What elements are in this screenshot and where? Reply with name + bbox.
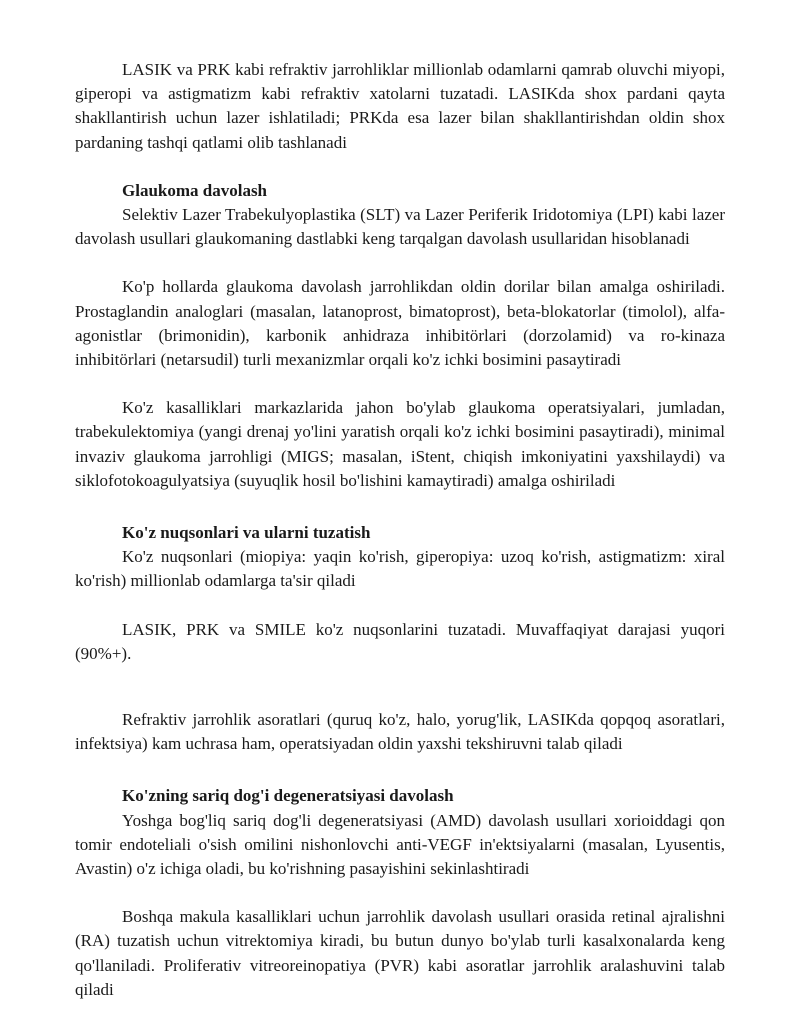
document-page [75,58,725,1002]
glaucoma-paragraph-2: Ko'p hollarda glaukoma davolash jarrohlikdan oldin dorilar bilan amalga oshiriladi. Prostaglandin analoglari (masalan, latanoprost, bimatoprost), beta-blokatorlar (timolol), alfa-agonistlar (brimonidin), karbonik anhidraza inhibitörlari (dorzolamid) va ro-kinaza inhibitörlari (netarsudil) turli mexanizmlar orqali ko'z ichki bosimini pasaytiradi [75,277,725,370]
glaucoma-paragraph-3: Ko'z kasalliklari markazlarida jahon bo'ylab glaukoma operatsiyalari, jumladan, trabekulektomiya (yangi drenaj yo'lini yaratish orqali ko'z ichki bosimini pasaytiradi), minimal invaziv glaukoma jarrohligi (MIGS; masalan, iStent, chiqish imkoniyatini yaxshilaydi) va siklofotokoagulyatsiya (suyuqlik hosil bo'lishini kamaytiradi) amalga oshiriladi [75,398,725,490]
defects-paragraph-3: Refraktiv jarrohlik asoratlari (quruq ko'z, halo, yorug'lik, LASIKda qopqoq asoratlari, infektsiya) kam uchrasa ham, operatsiyadan oldin yaxshi tekshiruvni talab qiladi [75,710,725,754]
glaucoma-paragraph-1: Selektiv Lazer Trabekulyoplastika (SLT) va Lazer Periferik Iridotomiya (LPI) kabi lazer davolash usullari glaukomaning dastlabki keng tarqalgan davolash usullaridan hisoblanadi [75,205,725,249]
spacer [75,881,725,905]
amd-heading: Ko'zning sariq dog'i degeneratsiyasi davolash [122,786,454,806]
defects-paragraph-2: LASIK, PRK va SMILE ko'z nuqsonlarini tuzatadi. Muvaffaqiyat darajasi yuqori (90%+). [75,619,725,663]
spacer [75,372,725,396]
defects-heading: Ko'z nuqsonlari va ularni tuzatish [122,523,371,543]
spacer [75,493,725,521]
glaucoma-heading: Glaukoma davolash [122,180,268,200]
spacer [75,155,725,179]
amd-paragraph-2: Boshqa makula kasalliklari uchun jarrohlik davolash usullari orasida retinal ajralishni (RA) tuzatish uchun vitrektomiya kiradi, bu butun dunyo bo'ylab turli kasalxonalarda keng qo'llaniladi. Proliferativ vitreoreinopatiya (PVR) kabi asoratlar jarrohlik aralashuvini talab qiladi [75,907,725,999]
spacer [75,594,725,618]
defects-paragraph-1: Ko'z nuqsonlari (miopiya: yaqin ko'rish, giperopiya: uzoq ko'rish, astigmatizm: xiral ko'rish) millionlab odamlarga ta'sir qiladi [75,547,725,591]
amd-paragraph-1: Yoshga bog'liq sariq dog'li degeneratsiyasi (AMD) davolash usullari xorioiddagi qon tomir endoteliali o'sish omilini nishonlovchi anti-VEGF in'ektsiyalarni (masalan, Lyusentis, Avastin) o'z ichiga oladi, bu ko'rishning pasayishini sekinlashtiradi [75,810,725,879]
spacer [75,251,725,275]
spacer [75,756,725,784]
intro-paragraph: LASIK va PRK kabi refraktiv jarrohliklar millionlab odamlarni qamrab oluvchi miyopi, giperopi va astigmatizm kabi refraktiv xatolarni tuzatadi. LASIKda shox pardani qayta shakllantirish uchun lazer ishlatiladi; PRKda esa lazer bilan shakllantirishdan oldin shox pardaning tashqi qatlami olib tashlanadi [75,60,725,152]
spacer [75,666,725,708]
